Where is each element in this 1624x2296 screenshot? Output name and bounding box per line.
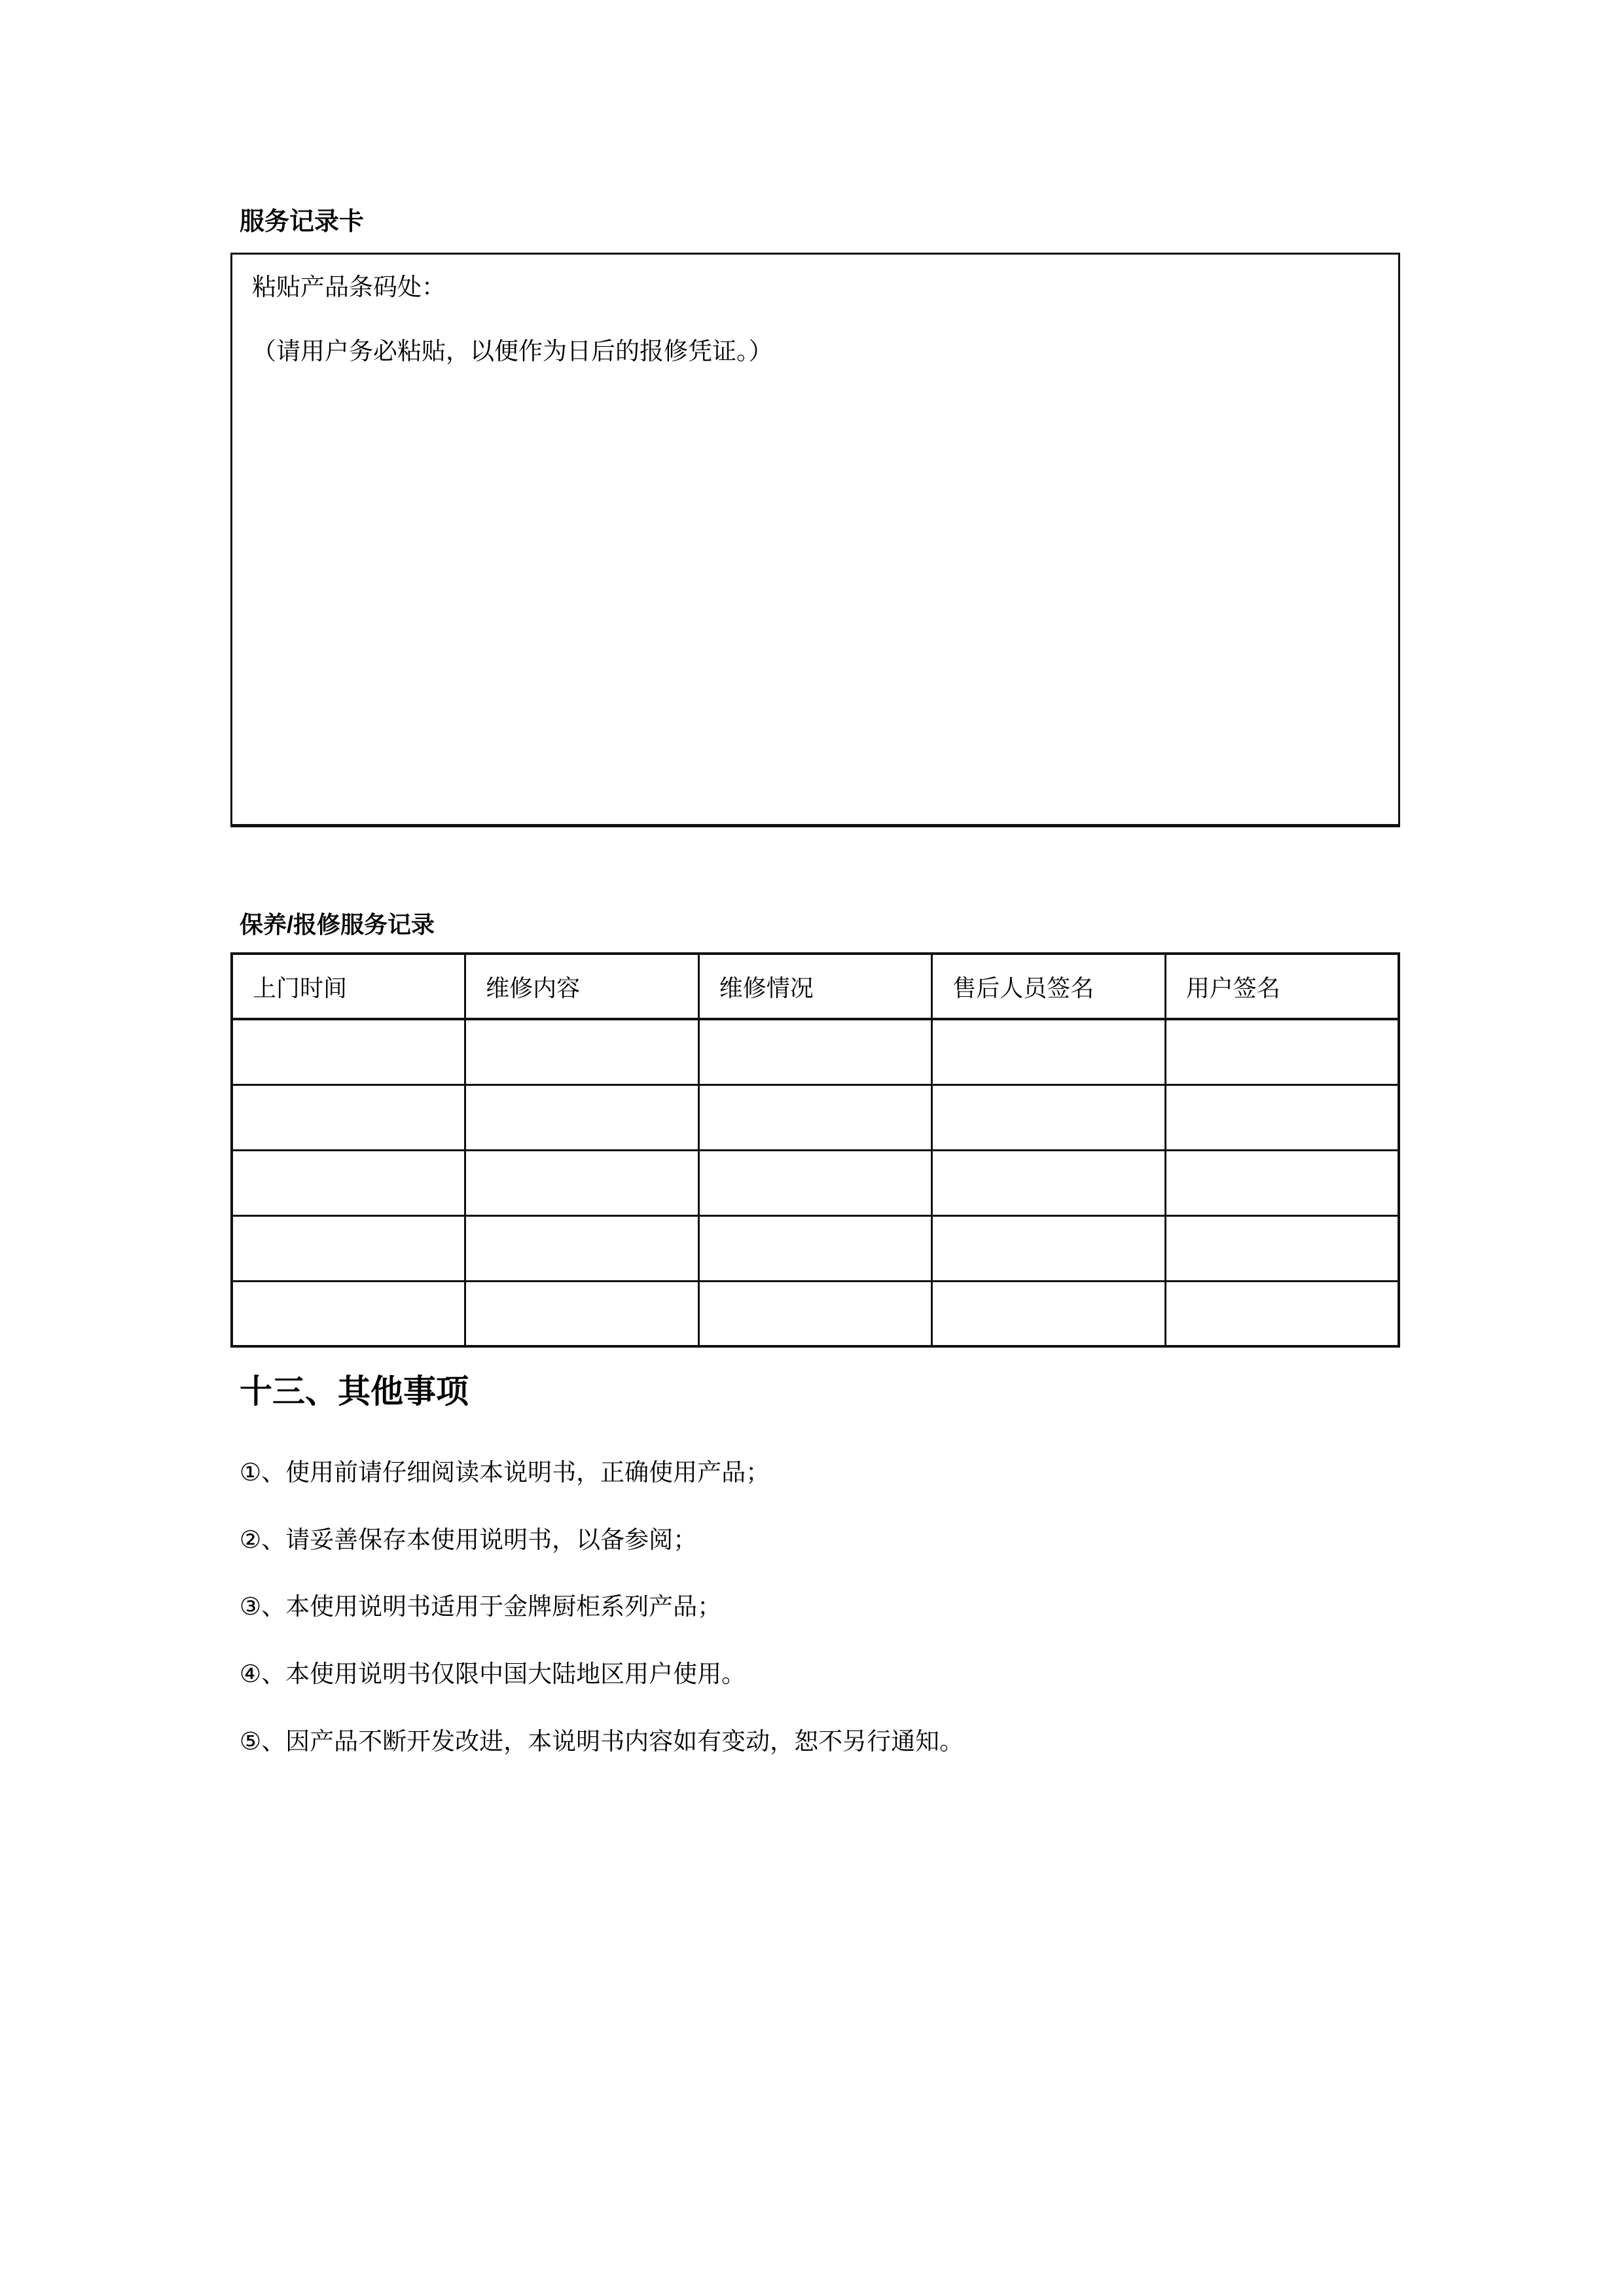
table-row — [232, 1281, 1399, 1346]
page-content — [230, 0, 1400, 1755]
table-cell — [932, 1019, 1166, 1085]
table-row — [232, 1019, 1399, 1085]
table-cell — [1165, 1281, 1399, 1346]
maintenance-record-title: 保养/报修服务记录 — [240, 910, 435, 938]
table-cell — [1165, 1085, 1399, 1150]
table-header-visit-time: 上门时间 — [232, 954, 465, 1019]
notice-item-2: ②、请妥善保存本使用说明书，以备参阅； — [240, 1526, 698, 1553]
table-header-user-signature: 用户签名 — [1165, 954, 1399, 1019]
table-cell — [465, 1281, 699, 1346]
section-13-heading: 十三、其他事项 — [240, 1373, 469, 1410]
notice-item-5: ⑤、因产品不断开发改进，本说明书内容如有变动，恕不另行通知。 — [240, 1727, 964, 1755]
table-cell — [232, 1085, 465, 1150]
notice-item-4: ④、本使用说明书仅限中国大陆地区用户使用。 — [240, 1660, 746, 1688]
table-cell — [232, 1281, 465, 1346]
table-cell — [1165, 1150, 1399, 1215]
table-cell — [232, 1150, 465, 1215]
notice-item-3: ③、本使用说明书适用于金牌厨柜系列产品； — [240, 1593, 722, 1621]
maintenance-record-table — [230, 952, 1400, 1348]
notice-item-1: ①、使用前请仔细阅读本说明书，正确使用产品； — [240, 1459, 770, 1486]
table-cell — [465, 1085, 699, 1150]
table-header-repair-content: 维修内容 — [465, 954, 699, 1019]
table-cell — [932, 1150, 1166, 1215]
table-cell — [698, 1215, 932, 1281]
table-header-service-staff-signature: 售后人员签名 — [932, 954, 1166, 1019]
table-header-row — [232, 954, 1399, 1019]
table-row — [232, 1085, 1399, 1150]
table-cell — [932, 1281, 1166, 1346]
table-cell — [1165, 1215, 1399, 1281]
table-cell — [465, 1150, 699, 1215]
table-cell — [232, 1019, 465, 1085]
service-card-title: 服务记录卡 — [240, 208, 365, 236]
table-cell — [698, 1281, 932, 1346]
barcode-paste-label: 粘贴产品条码处： — [252, 273, 446, 300]
table-cell — [932, 1215, 1166, 1281]
table-row — [232, 1215, 1399, 1281]
table-cell — [698, 1150, 932, 1215]
barcode-paste-box — [230, 253, 1400, 827]
table-cell — [232, 1215, 465, 1281]
table-cell — [698, 1085, 932, 1150]
table-cell — [1165, 1019, 1399, 1085]
table-cell — [698, 1019, 932, 1085]
table-header-repair-status: 维修情况 — [698, 954, 932, 1019]
table-cell — [932, 1085, 1166, 1150]
barcode-paste-instruction: （请用户务必粘贴，以便作为日后的报修凭证。） — [252, 338, 773, 365]
table-row — [232, 1150, 1399, 1215]
table-cell — [465, 1215, 699, 1281]
table-cell — [465, 1019, 699, 1085]
